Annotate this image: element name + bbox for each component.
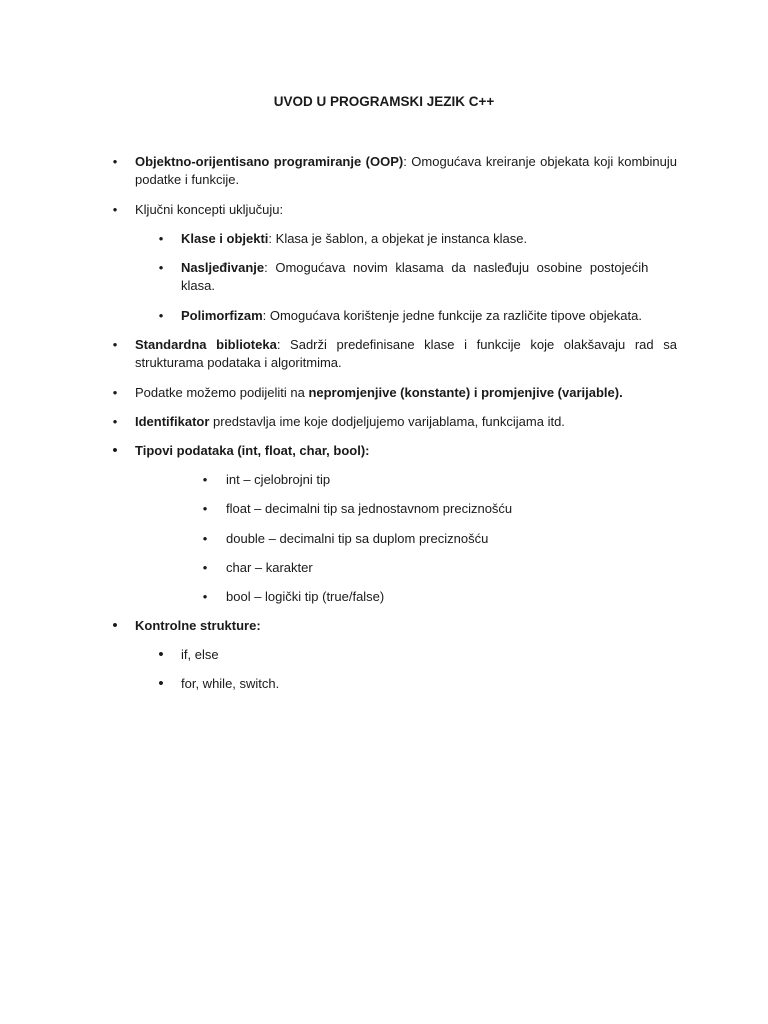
item-bold-term: Objektno-orijentisano programiranje (OOP) xyxy=(135,154,404,169)
bullet: • xyxy=(112,154,118,169)
item-text: for, while, switch. xyxy=(181,676,280,691)
item-text xyxy=(135,153,677,189)
bullet: • xyxy=(112,414,118,429)
item-text xyxy=(135,617,677,635)
item-bold-term: Tipovi podataka (int, float, char, bool): xyxy=(135,443,370,458)
item-bold-term: Klase i objekti xyxy=(181,231,269,246)
item-bold-term: Kontrolne strukture: xyxy=(135,618,261,633)
item-text: double – decimalni tip sa duplom preciznošću xyxy=(226,531,489,546)
bullet: • xyxy=(202,472,208,487)
item-text: char – karakter xyxy=(226,560,313,575)
item-description: : Omogućava novim klasama da nasleđuju osobine postojećih klasa. xyxy=(181,260,649,293)
item-description: : Omogućava korištenje jedne funkcije za različite tipove objekata. xyxy=(262,308,642,323)
bullet: • xyxy=(112,337,118,352)
item-description: : Sadrži predefinisane klase i funkcije koje olakšavaju rad sa strukturama podataka i algoritmima. xyxy=(135,337,677,370)
bullet: • xyxy=(158,646,164,663)
item-text: Ključni koncepti uključuju: xyxy=(135,202,284,217)
item-description: Podatke možemo podijeliti na xyxy=(135,385,309,400)
item-bold-term: Standardna biblioteka xyxy=(135,337,277,352)
item-description: : Omogućava kreiranje objekata koji kombinuju podatke i funkcije. xyxy=(135,154,677,187)
item-bold-term: nepromjenjive (konstante) i promjenjive (varijable). xyxy=(308,385,623,400)
item-text xyxy=(181,307,677,325)
bullet: • xyxy=(158,675,164,692)
bullet: • xyxy=(112,442,118,459)
item-bold-term: Nasljeđivanje xyxy=(181,260,265,275)
bullet: • xyxy=(202,560,208,575)
item-text: float – decimalni tip sa jednostavnom preciznošću xyxy=(226,501,513,516)
item-description: predstavlja ime koje dodjeljujemo varijablama, funkcijama itd. xyxy=(209,414,565,429)
item-text xyxy=(135,413,677,431)
bullet: • xyxy=(158,231,164,246)
document-title: UVOD U PROGRAMSKI JEZIK C++ xyxy=(273,94,495,109)
bullet: • xyxy=(158,308,164,323)
bullet: • xyxy=(202,589,208,604)
bullet: • xyxy=(112,202,118,217)
item-text: if, else xyxy=(181,647,219,662)
bullet: • xyxy=(202,501,208,516)
bullet: • xyxy=(112,617,118,634)
bullet: • xyxy=(112,385,118,400)
item-text: bool – logički tip (true/false) xyxy=(226,589,385,604)
item-text xyxy=(181,230,677,248)
item-description: : Klasa je šablon, a objekat je instanca klase. xyxy=(268,231,528,246)
item-bold-term: Identifikator xyxy=(135,414,210,429)
item-text: int – cjelobrojni tip xyxy=(226,472,331,487)
bullet: • xyxy=(158,260,164,275)
item-text xyxy=(181,259,677,295)
bullet: • xyxy=(202,531,208,546)
item-text xyxy=(135,442,677,460)
item-text xyxy=(135,336,677,372)
item-text xyxy=(135,384,677,402)
item-bold-term: Polimorfizam xyxy=(181,308,263,323)
